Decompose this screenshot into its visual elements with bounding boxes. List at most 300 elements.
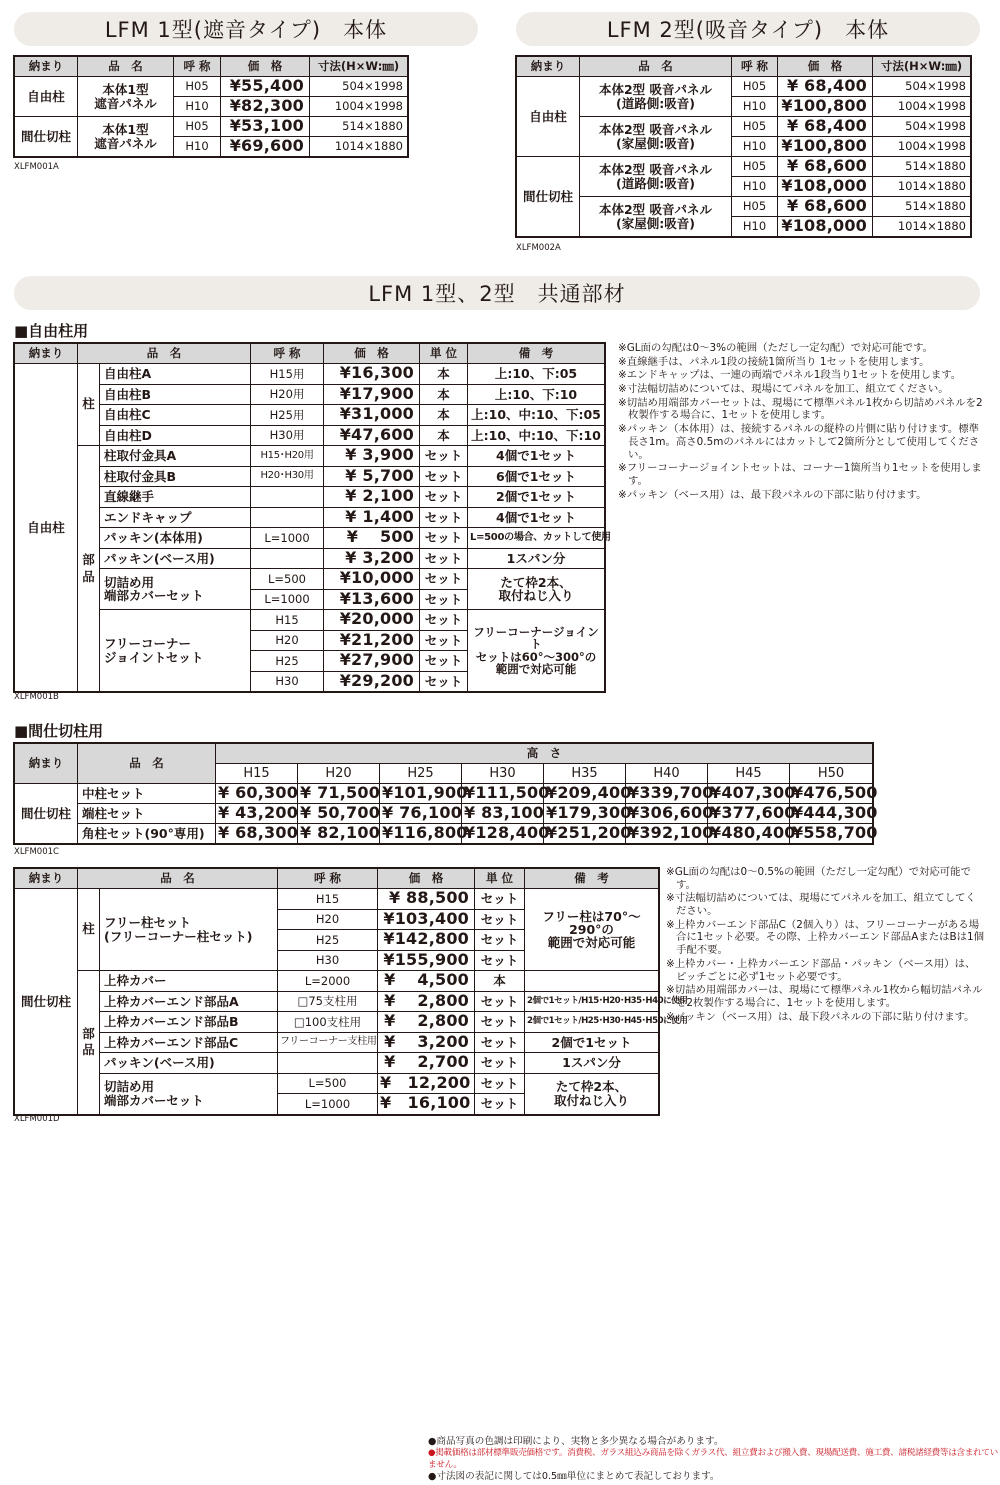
- table-cell: 上:10、下:10: [468, 384, 605, 405]
- table-header-row: [15, 344, 605, 364]
- table-cell: 上枠カバーエンド部品C: [100, 1032, 278, 1053]
- header-cell: 納まり: [15, 869, 78, 889]
- table-cell: L=500: [251, 569, 324, 590]
- table-cell: 2個で1セット: [468, 487, 605, 508]
- table-cell: 1004×1998: [873, 137, 971, 157]
- table-cell: 1014×1880: [873, 217, 971, 237]
- table-cell: 上枠カバーエンド部品A: [100, 991, 278, 1012]
- table-cell: ¥21,200: [324, 630, 420, 651]
- header-cell: 納まり: [517, 57, 580, 77]
- table-cell: ¥53,100: [221, 117, 310, 137]
- table-cell: [251, 487, 324, 508]
- table-header-row: [15, 57, 408, 77]
- table-cell: セット: [420, 569, 468, 590]
- majikiri-parts-table: [14, 868, 688, 1115]
- table-cell: [251, 548, 324, 569]
- lfm2-banner: [516, 12, 980, 46]
- table-cell: H20用: [251, 384, 324, 405]
- table-row: [15, 804, 873, 824]
- table-cell: H30用: [251, 425, 324, 446]
- table-row: [15, 77, 408, 97]
- table-cell: 4個で1セット: [468, 446, 605, 467]
- height-header: H25: [380, 764, 462, 784]
- table-cell: 柱: [78, 364, 100, 446]
- table-cell: 自由柱D: [100, 425, 251, 446]
- table-cell: H10: [174, 137, 221, 157]
- table-cell: 504×1998: [310, 77, 408, 97]
- table-cell: セット: [475, 991, 525, 1012]
- table-cell: 本: [420, 364, 468, 385]
- header-cell: 寸法(H×W:㎜): [873, 57, 971, 77]
- table-cell: ¥ 1,400: [324, 507, 420, 528]
- table-cell: 自由柱C: [100, 405, 251, 426]
- table-cell: セット: [420, 630, 468, 651]
- table-cell: 上枠カバーエンド部品B: [100, 1012, 278, 1033]
- table-cell: セット: [475, 1032, 525, 1053]
- table-cell: ¥ 60,300: [216, 784, 298, 804]
- table-cell: H20: [251, 630, 324, 651]
- note-line: ※切詰め用端部カバーセットは、現場にて標準パネル1枚から切詰めパネルを2枚製作する場合に、1セットを使用します。: [618, 396, 983, 422]
- table-cell: □75支柱用: [278, 991, 378, 1012]
- majikiri-notes: [666, 866, 984, 1024]
- table-cell: 504×1998: [873, 77, 971, 97]
- table-cell: ¥179,300: [544, 804, 626, 824]
- table-cell: 切詰め用 端部カバーセット: [100, 569, 251, 610]
- note-line: ※GL面の勾配は0～0.5%の範囲（ただし一定勾配）で対応可能です。: [666, 866, 971, 891]
- table-cell: 本: [420, 405, 468, 426]
- table-cell: H05: [732, 197, 778, 217]
- table-cell: ¥17,900: [324, 384, 420, 405]
- table-cell: 1スパン分: [525, 1053, 659, 1074]
- jiyu-heading: ■自由柱用: [14, 322, 89, 340]
- header-cell: 納まり: [15, 344, 78, 364]
- table-cell: H10: [174, 97, 221, 117]
- table-cell: H10: [732, 97, 778, 117]
- height-rows: [15, 744, 878, 844]
- note-line: ※パッキン（ベース用）は、最下段パネルの下部に貼り付けます。: [618, 488, 927, 501]
- table-cell: ¥27,900: [324, 651, 420, 672]
- table-cell: ¥100,800: [778, 97, 873, 117]
- note-line: ※上枠カバーエンド部品C（2個入り）は、フリーコーナーがある場合に1セット必要。その際、上枠カバーエンド部品AまたはBは1個手配不要。: [666, 918, 985, 957]
- table-cell: H15･H20用: [251, 446, 324, 467]
- table-cell: ¥20,000: [324, 610, 420, 631]
- table-cell: H20･H30用: [251, 466, 324, 487]
- table-cell: ¥ 2,800: [378, 1012, 475, 1033]
- table-header-row: [15, 869, 659, 889]
- header-cell: 呼 称: [278, 869, 378, 889]
- table-cell: ¥ 76,100: [380, 804, 462, 824]
- table-row: [15, 889, 659, 910]
- table-cell: ¥306,600: [626, 804, 708, 824]
- table-cell: パッキン(本体用): [100, 528, 251, 549]
- table-cell: L=500の場合、カットして使用: [468, 528, 605, 549]
- table-row: [15, 384, 605, 405]
- table-cell: ¥209,400: [544, 784, 626, 804]
- table-cell: ¥ 500: [324, 528, 420, 549]
- note-line: ※パッキン（本体用）は、接続するパネルの縦枠の片側に貼り付けます。標準長さ1m。高さ0.5mのパネルにはカットして2箇所分として使用してください。: [618, 423, 980, 461]
- table-cell: フリー柱は70°～290°の 範囲で対応可能: [525, 889, 659, 971]
- table-row: [517, 157, 971, 177]
- jiyu-rows: [15, 363, 611, 692]
- table-cell: 2個で1セット/H15･H20･H35･H40に使用: [525, 991, 659, 1012]
- table-row: [15, 117, 408, 137]
- table-cell: 1014×1880: [310, 137, 408, 157]
- lfm2-rows: [517, 77, 971, 237]
- jiyu-notes: [618, 342, 984, 502]
- table-row: [15, 405, 605, 426]
- table-cell: ¥476,500: [790, 784, 873, 804]
- table-cell: エンドキャップ: [100, 507, 251, 528]
- footer-notes: [428, 1436, 1000, 1483]
- table-cell: 504×1998: [873, 117, 971, 137]
- lfm2-banner-text: LFM 2型(吸音タイプ) 本体: [606, 18, 890, 42]
- table-cell: フリーコーナー ジョイントセット: [100, 610, 251, 692]
- table-row: [15, 528, 605, 549]
- table-cell: □100支柱用: [278, 1012, 378, 1033]
- table-cell: ¥55,400: [221, 77, 310, 97]
- table-id: XLFM002A: [516, 243, 561, 253]
- table-row: [517, 197, 971, 217]
- height-header: H45: [708, 764, 790, 784]
- table-cell: 上:10、中:10、下:10: [468, 425, 605, 446]
- table-cell: 自由柱: [15, 364, 78, 692]
- table-cell: セット: [475, 909, 525, 930]
- table-cell: セット: [420, 487, 468, 508]
- header-cell: 呼 称: [174, 57, 221, 77]
- header-cell: 品 名: [78, 869, 278, 889]
- majikiri-heading: ■間仕切柱用: [14, 722, 104, 740]
- table-cell: 2個で1セット: [525, 1032, 659, 1053]
- table-cell: H30: [278, 950, 378, 971]
- table-cell: 間仕切柱: [517, 157, 580, 237]
- height-header: H35: [544, 764, 626, 784]
- table-cell: フリーコーナー支柱用: [278, 1032, 378, 1053]
- table-cell: 柱: [78, 889, 100, 971]
- table-cell: H05: [732, 77, 778, 97]
- table-id: XLFM001A: [14, 162, 59, 172]
- note-line: ※寸法幅切詰めについては、現場にてパネルを加工、組立てください。: [618, 383, 949, 396]
- table-cell: 本: [420, 384, 468, 405]
- table-cell: [525, 971, 659, 992]
- table-cell: ¥392,100: [626, 824, 708, 844]
- table-cell: ¥ 82,100: [298, 824, 380, 844]
- lfm1-price-table: [14, 56, 408, 157]
- header-cell: 納まり: [15, 57, 78, 77]
- table-cell: 本体2型 吸音パネル (家屋側:吸音): [580, 197, 732, 237]
- height-header: H50: [790, 764, 873, 784]
- table-row: [15, 991, 659, 1012]
- table-cell: セット: [475, 1073, 525, 1094]
- table-row: [15, 466, 605, 487]
- header-cell: 品 名: [78, 344, 251, 364]
- height-header: H40: [626, 764, 708, 784]
- table-cell: ¥ 50,700: [298, 804, 380, 824]
- table-cell: 間仕切柱: [15, 117, 78, 157]
- table-row: [15, 744, 873, 764]
- header-cell: 呼 称: [251, 344, 324, 364]
- header-cell: 納まり: [15, 744, 78, 784]
- table-row: [15, 548, 605, 569]
- table-cell: ¥101,900: [380, 784, 462, 804]
- table-cell: 間仕切柱: [15, 784, 78, 844]
- table-cell: ¥ 2,100: [324, 487, 420, 508]
- table-cell: セット: [420, 466, 468, 487]
- jiyu-parts-table: [14, 343, 611, 692]
- table-cell: ¥31,000: [324, 405, 420, 426]
- table-cell: 514×1880: [873, 197, 971, 217]
- table-row: [15, 364, 605, 385]
- table-cell: セット: [420, 528, 468, 549]
- table-cell: たて枠2本、 取付ねじ入り: [468, 569, 605, 610]
- table-cell: H15: [251, 610, 324, 631]
- table-row: [517, 77, 971, 97]
- footer-line: ●掲載価格は部材標準販売価格です。消費税、ガラス組込み商品を除くガラス代、組立費および搬入費、現場配送費、施工費、諸税諸経費等は含まれていません。: [428, 1448, 998, 1470]
- header-cell: 品 名: [78, 57, 174, 77]
- table-cell: ¥103,400: [378, 909, 475, 930]
- lfm1-rows: [15, 77, 408, 157]
- table-cell: [251, 507, 324, 528]
- table-cell: 上:10、下:05: [468, 364, 605, 385]
- table-cell: 部 品: [78, 446, 100, 692]
- table-cell: ¥111,500: [462, 784, 544, 804]
- table-cell: ¥480,400: [708, 824, 790, 844]
- header-cell: 単 位: [475, 869, 525, 889]
- table-cell: H05: [174, 77, 221, 97]
- lfm1-banner: [14, 12, 478, 46]
- table-cell: ¥142,800: [378, 930, 475, 951]
- table-cell: 上:10、中:10、下:05: [468, 405, 605, 426]
- table-cell: たて枠2本、 取付ねじ入り: [525, 1073, 659, 1114]
- height-price-table: [14, 743, 878, 844]
- table-row: [15, 487, 605, 508]
- table-cell: 本: [420, 425, 468, 446]
- table-cell: パッキン(ベース用): [100, 1053, 278, 1074]
- table-cell: セット: [420, 589, 468, 610]
- table-cell: ¥ 68,600: [778, 157, 873, 177]
- table-cell: H10: [732, 137, 778, 157]
- note-line: ※エンドキャップは、一連の両端でパネル1段当り1セットを使用します。: [618, 369, 962, 382]
- table-cell: ¥ 71,500: [298, 784, 380, 804]
- table-cell: 本体2型 吸音パネル (道路側:吸音): [580, 157, 732, 197]
- table-cell: ¥251,200: [544, 824, 626, 844]
- table-cell: ¥ 16,100: [378, 1094, 475, 1115]
- table-cell: セット: [475, 950, 525, 971]
- table-cell: ¥16,300: [324, 364, 420, 385]
- note-line: ※寸法幅切詰めについては、現場にてパネルを加工、組立てしてください。: [666, 892, 976, 918]
- table-cell: ¥ 2,700: [378, 1053, 475, 1074]
- header-cell: 高 さ: [216, 744, 873, 764]
- table-row: [15, 446, 605, 467]
- table-cell: ¥128,400: [462, 824, 544, 844]
- table-cell: セット: [475, 1012, 525, 1033]
- table-cell: パッキン(ベース用): [100, 548, 251, 569]
- table-cell: ¥47,600: [324, 425, 420, 446]
- table-cell: ¥ 68,300: [216, 824, 298, 844]
- table-cell: セット: [420, 548, 468, 569]
- table-cell: 自由柱A: [100, 364, 251, 385]
- header-cell: 価 格: [778, 57, 873, 77]
- note-line: ※上枠カバー・上枠カバーエンド部品・パッキン（ベース用）は、ピッチごとに必ず1セット必要です。: [666, 957, 976, 983]
- table-cell: ¥ 68,400: [778, 77, 873, 97]
- height-header: H20: [298, 764, 380, 784]
- table-row: [15, 1032, 659, 1053]
- note-line: ※切詰め用端部カバーは、現場にて標準パネル1枚から幅切詰パネルを2枚製作する場合に、1セットを使用します。: [666, 984, 983, 1009]
- table-cell: ¥29,200: [324, 671, 420, 692]
- table-cell: ¥ 2,800: [378, 991, 475, 1012]
- table-cell: ¥ 5,700: [324, 466, 420, 487]
- table-cell: 514×1880: [310, 117, 408, 137]
- common-banner-text: LFM 1型、2型 共通部材: [368, 282, 626, 306]
- table-row: [15, 1012, 659, 1033]
- table-cell: H10: [732, 217, 778, 237]
- header-cell: 寸法(H×W:㎜): [310, 57, 408, 77]
- table-cell: セット: [475, 930, 525, 951]
- header-cell: 価 格: [378, 869, 475, 889]
- note-line: ※パッキン（ベース用）は、最下段パネルの下部に貼り付けます。: [666, 1010, 975, 1023]
- table-row: [15, 569, 605, 590]
- table-cell: 部 品: [78, 971, 100, 1115]
- table-row: [15, 425, 605, 446]
- table-cell: ¥ 3,200: [324, 548, 420, 569]
- table-cell: フリーコーナージョイント セットは60°～300°の 範囲で対応可能: [468, 610, 605, 692]
- table-cell: 自由柱: [517, 77, 580, 157]
- lfm1-banner-text: LFM 1型(遮音タイプ) 本体: [104, 18, 388, 42]
- table-cell: L=1000: [251, 589, 324, 610]
- table-cell: H25: [278, 930, 378, 951]
- table-cell: 自由柱B: [100, 384, 251, 405]
- table-header-row: [517, 57, 971, 77]
- table-row: [15, 784, 873, 804]
- table-cell: L=500: [278, 1073, 378, 1094]
- table-cell: H05: [732, 117, 778, 137]
- table-cell: ¥13,600: [324, 589, 420, 610]
- table-cell: 角柱セット(90°専用): [78, 824, 216, 844]
- note-line: ※直線継手は、パネル1段の接続1箇所当り 1セットを使用します。: [618, 355, 930, 368]
- table-cell: ¥116,800: [380, 824, 462, 844]
- header-cell: 価 格: [221, 57, 310, 77]
- table-cell: L=2000: [278, 971, 378, 992]
- table-cell: ¥69,600: [221, 137, 310, 157]
- footer-line: ●商品写真の色調は印刷により、実物と多少異なる場合があります。: [428, 1436, 724, 1447]
- table-cell: セット: [420, 651, 468, 672]
- table-cell: ¥407,300: [708, 784, 790, 804]
- header-cell: 単 位: [420, 344, 468, 364]
- table-cell: 514×1880: [873, 157, 971, 177]
- table-row: [15, 1073, 659, 1094]
- header-cell: 価 格: [324, 344, 420, 364]
- table-cell: 自由柱: [15, 77, 78, 117]
- table-cell: H15: [278, 889, 378, 910]
- height-header: H15: [216, 764, 298, 784]
- table-cell: ¥558,700: [790, 824, 873, 844]
- table-cell: 本体2型 吸音パネル (道路側:吸音): [580, 77, 732, 117]
- header-cell: 呼 称: [732, 57, 778, 77]
- table-cell: 2個で1セット/H25･H30･H45･H50に使用: [525, 1012, 659, 1033]
- table-cell: 本: [475, 971, 525, 992]
- table-row: [15, 824, 873, 844]
- table-cell: 本体1型 遮音パネル: [78, 117, 174, 157]
- header-cell: 備 考: [525, 869, 659, 889]
- table-cell: ¥ 3,200: [378, 1032, 475, 1053]
- table-row: [15, 610, 605, 631]
- header-cell: 品 名: [78, 744, 216, 784]
- table-cell: H25用: [251, 405, 324, 426]
- table-cell: セット: [475, 889, 525, 910]
- table-cell: H25: [251, 651, 324, 672]
- table-id: XLFM001C: [14, 847, 59, 857]
- table-cell: H20: [278, 909, 378, 930]
- table-cell: 上枠カバー: [100, 971, 278, 992]
- table-cell: L=1000: [278, 1094, 378, 1115]
- table-cell: H15用: [251, 364, 324, 385]
- height-header: H30: [462, 764, 544, 784]
- table-cell: H05: [174, 117, 221, 137]
- note-line: ※GL面の勾配は0～3%の範囲（ただし一定勾配）で対応可能です。: [618, 342, 933, 354]
- table-cell: ¥339,700: [626, 784, 708, 804]
- table-cell: ¥377,600: [708, 804, 790, 824]
- table-cell: H30: [251, 671, 324, 692]
- table-cell: セット: [475, 1053, 525, 1074]
- table-cell: 端柱セット: [78, 804, 216, 824]
- table-cell: ¥155,900: [378, 950, 475, 971]
- table-cell: 本体1型 遮音パネル: [78, 77, 174, 117]
- table-cell: ¥ 83,100: [462, 804, 544, 824]
- table-row: [517, 117, 971, 137]
- table-cell: セット: [420, 671, 468, 692]
- table-cell: ¥100,800: [778, 137, 873, 157]
- table-cell: 間仕切柱: [15, 889, 78, 1115]
- table-cell: 切詰め用 端部カバーセット: [100, 1073, 278, 1114]
- table-cell: 4個で1セット: [468, 507, 605, 528]
- table-cell: ¥82,300: [221, 97, 310, 117]
- table-row: [15, 507, 605, 528]
- table-cell: ¥ 12,200: [378, 1073, 475, 1094]
- table-cell: ¥108,000: [778, 217, 873, 237]
- table-cell: 柱取付金具B: [100, 466, 251, 487]
- table-cell: 1004×1998: [873, 97, 971, 117]
- lfm2-price-table: [516, 56, 971, 237]
- table-cell: 中柱セット: [78, 784, 216, 804]
- table-cell: ¥ 3,900: [324, 446, 420, 467]
- note-line: ※フリーコーナージョイントセットは、コーナー1箇所当り1セットを使用します。: [618, 462, 982, 487]
- table-cell: ¥108,000: [778, 177, 873, 197]
- table-cell: H05: [732, 157, 778, 177]
- table-cell: ¥444,300: [790, 804, 873, 824]
- table-cell: ¥ 43,200: [216, 804, 298, 824]
- table-row: [15, 1053, 659, 1074]
- table-id: XLFM001D: [14, 1114, 60, 1124]
- table-cell: L=1000: [251, 528, 324, 549]
- table-cell: 柱取付金具A: [100, 446, 251, 467]
- table-cell: セット: [475, 1094, 525, 1115]
- table-cell: ¥ 4,500: [378, 971, 475, 992]
- table-cell: ¥ 88,500: [378, 889, 475, 910]
- table-id: XLFM001B: [14, 692, 59, 702]
- table-cell: セット: [420, 610, 468, 631]
- majikiri-rows: [15, 888, 688, 1115]
- table-cell: ¥ 68,400: [778, 117, 873, 137]
- table-cell: 1スパン分: [468, 548, 605, 569]
- table-cell: ¥10,000: [324, 569, 420, 590]
- table-cell: 6個で1セット: [468, 466, 605, 487]
- table-cell: 1004×1998: [310, 97, 408, 117]
- common-banner: [14, 276, 980, 310]
- table-cell: [278, 1053, 378, 1074]
- table-cell: 1014×1880: [873, 177, 971, 197]
- table-row: [15, 971, 659, 992]
- table-cell: H10: [732, 177, 778, 197]
- table-cell: セット: [420, 507, 468, 528]
